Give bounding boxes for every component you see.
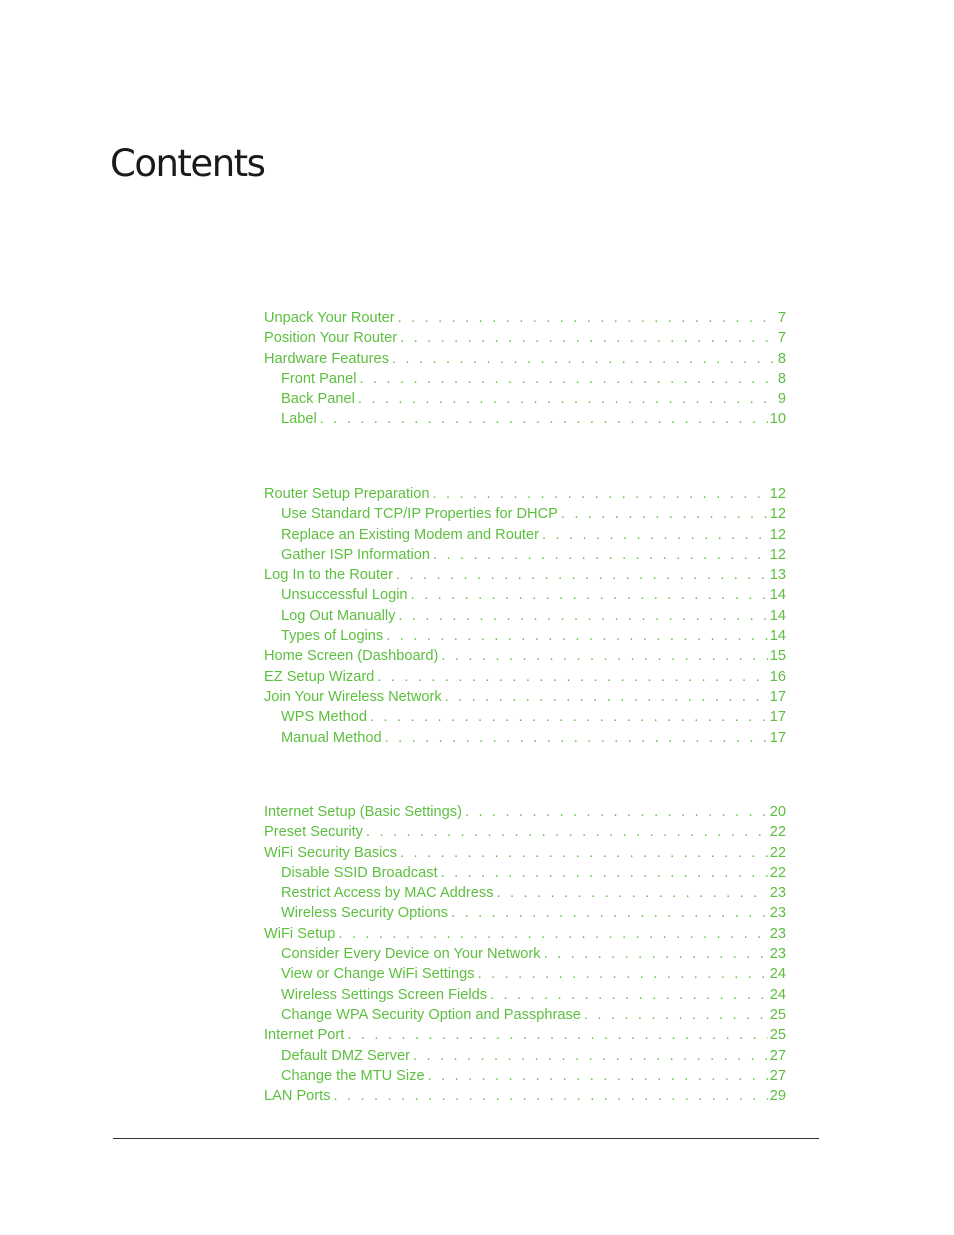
toc-entry-label[interactable]: Change the MTU Size (281, 1067, 425, 1084)
toc-page-number[interactable]: 23 (769, 925, 786, 942)
toc-entry-label[interactable]: Log In to the Router (264, 567, 393, 584)
toc-entry[interactable] (264, 328, 786, 348)
toc-entry-label[interactable]: Internet Setup (Basic Settings) (264, 804, 462, 820)
toc-section-1 (264, 308, 786, 430)
toc-entry-label[interactable]: Router Setup Preparation (264, 486, 430, 502)
toc-page-number[interactable]: 22 (769, 844, 786, 861)
page-title: Contents (110, 142, 265, 185)
toc-entry[interactable] (264, 1046, 786, 1066)
toc-dot-leader (359, 369, 775, 389)
toc-entry-label[interactable]: Disable SSID Broadcast (281, 864, 438, 881)
toc-dot-leader (584, 1005, 768, 1025)
toc-entry-label[interactable]: Restrict Access by MAC Address (281, 885, 494, 902)
toc-entry[interactable] (264, 389, 786, 409)
toc-entry[interactable] (264, 504, 786, 524)
toc-entry-label[interactable]: LAN Ports (264, 1088, 331, 1105)
toc-page-number[interactable]: 14 (769, 628, 786, 645)
toc-page-number[interactable]: 16 (769, 668, 786, 685)
toc-entry[interactable] (264, 667, 786, 687)
toc-dot-leader (347, 1025, 767, 1045)
toc-page-number[interactable]: 14 (769, 587, 786, 604)
toc-entry[interactable] (264, 606, 786, 626)
toc-page-number[interactable]: 8 (777, 350, 786, 367)
toc-entry[interactable] (264, 687, 786, 707)
toc-entry-label[interactable]: Label (281, 411, 317, 428)
toc-entry[interactable] (264, 525, 786, 545)
toc-page-number[interactable]: 24 (769, 966, 786, 983)
toc-dot-leader (400, 843, 768, 863)
toc-entry[interactable] (264, 565, 786, 585)
toc-page-number[interactable]: 27 (769, 1047, 786, 1064)
toc-entry-label[interactable]: Back Panel (281, 391, 355, 408)
toc-entry-label[interactable]: WiFi Setup (264, 925, 336, 942)
toc-entry-label[interactable]: WiFi Security Basics (264, 844, 397, 861)
toc-entry[interactable] (264, 728, 786, 748)
toc-page-number[interactable]: 23 (769, 905, 786, 922)
toc-entry[interactable] (264, 822, 786, 842)
toc-dot-leader (334, 1086, 768, 1106)
toc-entry[interactable] (264, 1005, 786, 1025)
toc-entry-label[interactable]: Front Panel (281, 370, 357, 387)
toc-dot-leader (451, 903, 768, 923)
toc-page-number[interactable]: 25 (769, 1006, 786, 1023)
toc-dot-leader (433, 484, 768, 504)
toc-dot-leader (478, 964, 768, 984)
toc-entry-label[interactable]: Position Your Router (264, 330, 398, 347)
toc-entry-label[interactable]: Wireless Settings Screen Fields (281, 986, 488, 1003)
toc-page-number[interactable]: 12 (769, 526, 786, 543)
toc-entry[interactable] (264, 707, 786, 727)
toc-dot-leader (396, 565, 768, 585)
toc-entry-label[interactable]: Types of Logins (281, 628, 384, 645)
toc-entry-label[interactable]: Join Your Wireless Network (264, 688, 442, 705)
toc-entry-label[interactable]: Unpack Your Router (264, 310, 395, 326)
toc-page-number[interactable]: 23 (769, 885, 786, 902)
toc-entry-label[interactable]: Gather ISP Information (281, 546, 430, 563)
toc-entry-label[interactable]: Preset Security (264, 824, 363, 841)
toc-section-3 (264, 802, 786, 1106)
toc-dot-leader (398, 606, 767, 626)
toc-dot-leader (542, 525, 768, 545)
toc-entry[interactable] (264, 964, 786, 984)
toc-entry[interactable] (264, 985, 786, 1005)
toc-dot-leader (433, 545, 768, 565)
toc-page-number[interactable]: 17 (769, 729, 786, 746)
toc-page-number[interactable]: 20 (769, 804, 786, 820)
toc-page-number[interactable]: 8 (777, 370, 786, 387)
toc-entry[interactable] (264, 883, 786, 903)
toc-entry-label[interactable]: Wireless Security Options (281, 905, 449, 922)
toc-entry[interactable] (264, 646, 786, 666)
toc-page-number[interactable]: 24 (769, 986, 786, 1003)
toc-entry-label[interactable]: Use Standard TCP/IP Properties for DHCP (281, 506, 558, 523)
toc-entry[interactable] (264, 1086, 786, 1106)
toc-entry-label[interactable]: Hardware Features (264, 350, 389, 367)
toc-entry[interactable] (264, 585, 786, 605)
toc-page-number[interactable]: 10 (769, 411, 786, 428)
toc-entry-label[interactable]: Change WPA Security Option and Passphrase (281, 1006, 581, 1023)
toc-entry[interactable] (264, 802, 786, 822)
toc-entry[interactable] (264, 545, 786, 565)
toc-page-number[interactable]: 17 (769, 688, 786, 705)
toc-entry-label[interactable]: EZ Setup Wizard (264, 668, 375, 685)
toc-dot-leader (385, 728, 768, 748)
toc-entry-label[interactable]: Home Screen (Dashboard) (264, 648, 439, 665)
toc-dot-leader (497, 883, 768, 903)
toc-page-number[interactable]: 22 (769, 824, 786, 841)
toc-dot-leader (320, 409, 768, 429)
toc-entry-label[interactable]: View or Change WiFi Settings (281, 966, 475, 983)
toc-page-number[interactable]: 15 (769, 648, 786, 665)
toc-dot-leader (338, 924, 767, 944)
toc-page-number[interactable]: 7 (777, 310, 786, 326)
toc-dot-leader (561, 504, 768, 524)
toc-dot-leader (465, 802, 768, 822)
toc-entry-label[interactable]: Replace an Existing Modem and Router (281, 526, 539, 543)
toc-dot-leader (411, 585, 768, 605)
toc-dot-leader (377, 667, 767, 687)
toc-page-number[interactable]: 29 (769, 1088, 786, 1105)
toc-dot-leader (441, 863, 768, 883)
toc-entry-label[interactable]: Consider Every Device on Your Network (281, 946, 541, 963)
toc-page-number[interactable]: 14 (769, 607, 786, 624)
toc-page-number[interactable]: 17 (769, 709, 786, 726)
toc-page-number[interactable]: 23 (769, 946, 786, 963)
toc-page-number[interactable]: 12 (769, 486, 786, 502)
toc-entry[interactable] (264, 626, 786, 646)
toc-entry-label[interactable]: Log Out Manually (281, 607, 396, 624)
toc-dot-leader (428, 1066, 768, 1086)
toc-page-number[interactable]: 25 (769, 1027, 786, 1044)
toc-section-2 (264, 484, 786, 748)
toc-entry[interactable] (264, 349, 786, 369)
toc-page-number[interactable]: 12 (769, 506, 786, 523)
toc-entry[interactable] (264, 484, 786, 504)
toc-entry[interactable] (264, 409, 786, 429)
toc-entry[interactable] (264, 863, 786, 883)
toc-dot-leader (445, 687, 768, 707)
toc-entry[interactable] (264, 369, 786, 389)
toc-dot-leader (544, 944, 768, 964)
toc-dot-leader (358, 389, 776, 409)
toc-page-number[interactable]: 9 (777, 391, 786, 408)
toc-dot-leader (392, 349, 776, 369)
toc-dot-leader (370, 707, 768, 727)
toc-page-number[interactable]: 22 (769, 864, 786, 881)
toc-entry-label[interactable]: Internet Port (264, 1027, 345, 1044)
toc-entry[interactable] (264, 944, 786, 964)
toc-entry[interactable] (264, 1066, 786, 1086)
toc-entry[interactable] (264, 903, 786, 923)
toc-dot-leader (400, 328, 776, 348)
toc-dot-leader (413, 1046, 768, 1066)
toc-entry-label[interactable]: Unsuccessful Login (281, 587, 408, 604)
toc-entry[interactable] (264, 308, 786, 328)
toc-entry[interactable] (264, 1025, 786, 1045)
toc-entry-label[interactable]: WPS Method (281, 709, 367, 726)
toc-dot-leader (366, 822, 768, 842)
toc-dot-leader (441, 646, 767, 666)
toc-entry[interactable] (264, 924, 786, 944)
footer-divider (113, 1138, 819, 1139)
toc-page-number[interactable]: 7 (777, 330, 786, 347)
toc-entry-label[interactable]: Default DMZ Server (281, 1047, 410, 1064)
toc-entry-label[interactable]: Manual Method (281, 729, 382, 746)
toc-dot-leader (386, 626, 768, 646)
toc-page-number[interactable]: 12 (769, 546, 786, 563)
toc-page-number[interactable]: 27 (769, 1067, 786, 1084)
toc-page-number[interactable]: 13 (769, 567, 786, 584)
toc-entry[interactable] (264, 843, 786, 863)
toc-dot-leader (398, 308, 776, 328)
toc-dot-leader (490, 985, 768, 1005)
